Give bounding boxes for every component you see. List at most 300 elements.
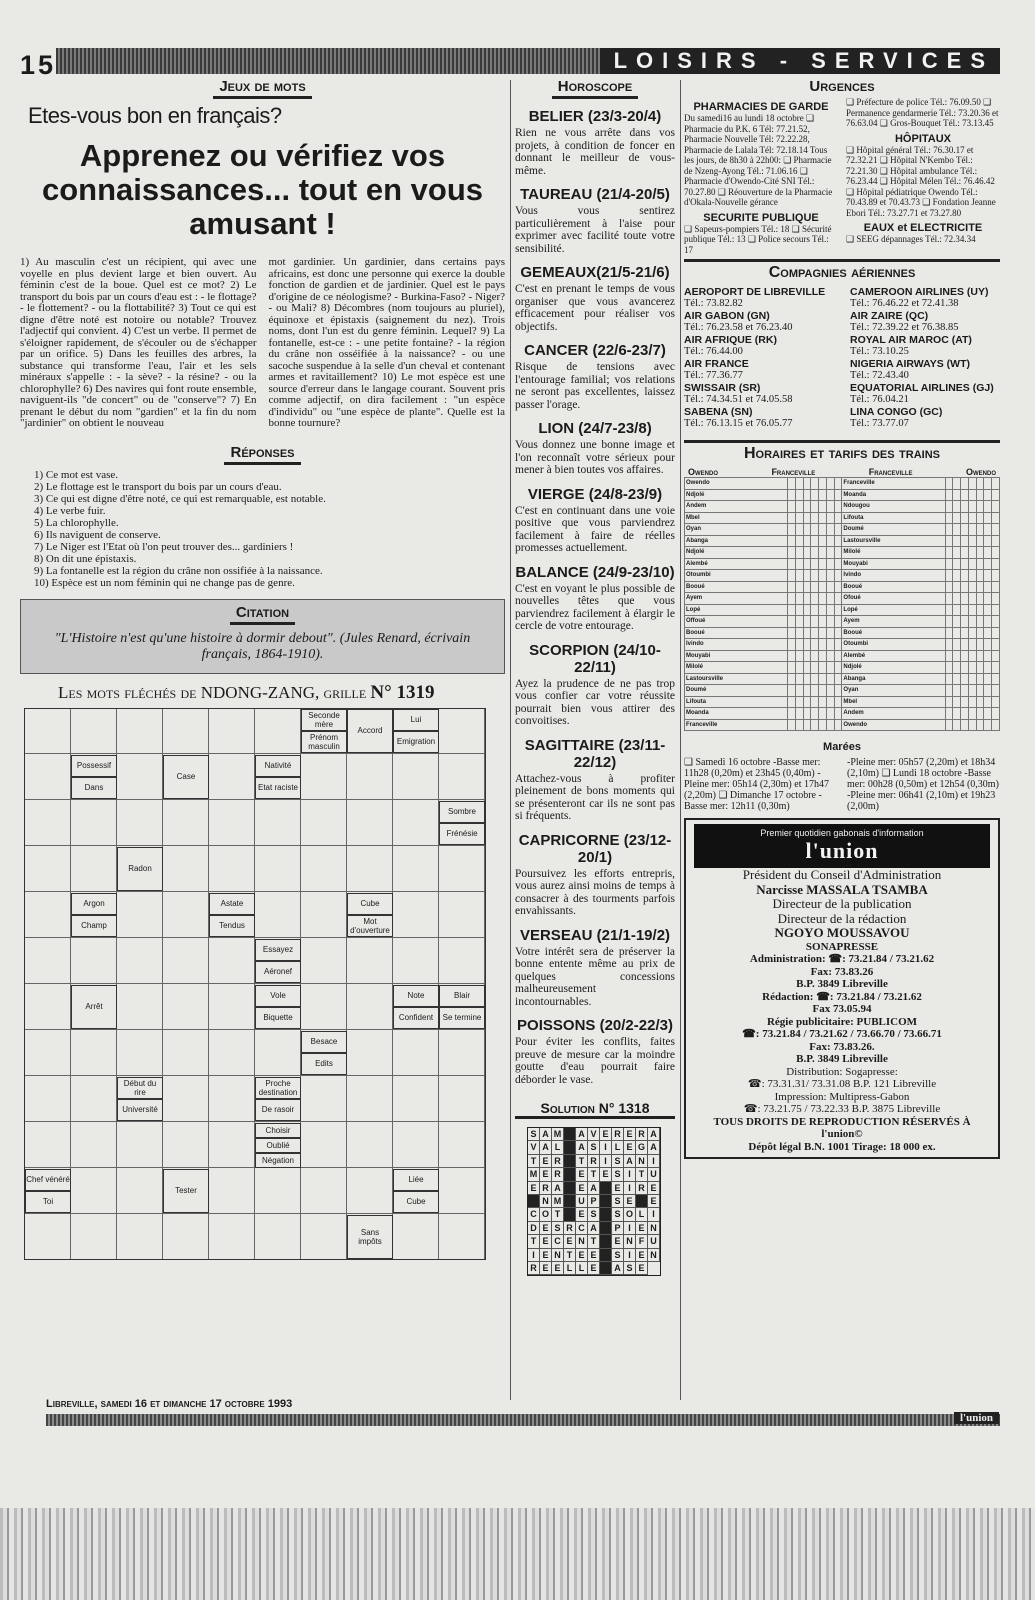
- solution-cell: T: [552, 1208, 564, 1221]
- train-cell: [976, 719, 984, 731]
- train-cell: [968, 501, 976, 513]
- train-cell: [788, 616, 796, 628]
- solution-cell: E: [576, 1182, 588, 1195]
- solution-black-cell: [564, 1182, 576, 1195]
- union-line: Narcisse MASSALA TSAMBA: [756, 881, 928, 897]
- solution-black-cell: [564, 1168, 576, 1181]
- solution-cell: E: [624, 1141, 636, 1154]
- train-cell: [984, 719, 992, 731]
- train-cell: [788, 639, 796, 651]
- train-cell: [803, 708, 811, 720]
- train-cell: [826, 581, 834, 593]
- airline-entry: ROYAL AIR MAROC (AT) Tél.: 73.10.25: [850, 334, 972, 357]
- train-cell: [945, 616, 953, 628]
- train-cell: [803, 581, 811, 593]
- train-cell: [992, 547, 1000, 559]
- reponse-item: 2) Le flottage est le transport du bois par un cours d'eau.: [34, 480, 282, 493]
- train-station: Ndjolé: [842, 662, 945, 674]
- crossword-clue: Tester: [163, 1169, 209, 1213]
- train-cell: [796, 535, 804, 547]
- train-cell: [953, 535, 961, 547]
- train-cell: [819, 662, 827, 674]
- train-cell: [826, 616, 834, 628]
- solution-cell: R: [552, 1155, 564, 1168]
- solution-black-cell: [564, 1141, 576, 1154]
- train-cell: [803, 696, 811, 708]
- train-cell: [968, 524, 976, 536]
- train-station: Franceville: [842, 478, 945, 490]
- crossword-number: N° 1319: [370, 681, 435, 703]
- train-cell: [834, 547, 842, 559]
- train-cell: [961, 616, 969, 628]
- solution-cell: N: [648, 1249, 660, 1262]
- crossword-clue: Etat raciste: [255, 777, 301, 799]
- train-station: Lifouta: [685, 696, 788, 708]
- train-cell: [992, 604, 1000, 616]
- train-cell: [984, 616, 992, 628]
- horoscope-sign: BELIER (23/3-20/4) Rien ne vous arrête dans vos projets, à condition de foncer en donnant le meilleur de vous-même.: [515, 108, 675, 177]
- train-station: Lopé: [685, 604, 788, 616]
- train-cell: [968, 708, 976, 720]
- train-cell: [826, 570, 834, 582]
- solution-cell: S: [612, 1155, 624, 1168]
- train-cell: [992, 489, 1000, 501]
- train-cell: [953, 547, 961, 559]
- train-cell: [811, 627, 819, 639]
- train-station: Owendo: [842, 719, 945, 731]
- train-station: Booué: [685, 581, 788, 593]
- train-cell: [968, 535, 976, 547]
- solution-cell: C: [576, 1222, 588, 1235]
- train-row: [685, 478, 1000, 490]
- solution-cell: I: [600, 1155, 612, 1168]
- train-cell: [826, 558, 834, 570]
- train-cell: [976, 639, 984, 651]
- footer-brand: l'union: [954, 1412, 999, 1424]
- airline-entry: AIR AFRIQUE (RK) Tél.: 76.44.00: [684, 334, 777, 357]
- train-row: [685, 581, 1000, 593]
- train-cell: [992, 639, 1000, 651]
- train-cell: [976, 581, 984, 593]
- train-cell: [976, 524, 984, 536]
- train-row: [685, 639, 1000, 651]
- train-cell: [811, 558, 819, 570]
- train-cell: [976, 535, 984, 547]
- solution-cell: E: [648, 1182, 660, 1195]
- crossword-clue: Note: [393, 985, 439, 1007]
- horoscope-sign: POISSONS (20/2-22/3) Pour éviter les conflits, faites preuve de mesure car la moindre goutte d'eau pourrait faire déborder le vase.: [515, 1017, 675, 1086]
- union-banner: [694, 824, 990, 868]
- solution-cell: F: [636, 1235, 648, 1248]
- train-cell: [953, 708, 961, 720]
- solution-black-cell: [600, 1222, 612, 1235]
- solution-cell: V: [588, 1128, 600, 1141]
- crossword-clue: Essayez: [255, 939, 301, 961]
- train-cell: [961, 524, 969, 536]
- train-cell: [961, 673, 969, 685]
- train-cell: [961, 650, 969, 662]
- solution-cell: S: [624, 1262, 636, 1275]
- train-cell: [992, 478, 1000, 490]
- train-cell: [803, 685, 811, 697]
- train-cell: [819, 685, 827, 697]
- union-tagline: Premier quotidien gabonais d'information: [760, 828, 924, 838]
- train-cell: [819, 512, 827, 524]
- train-station: Alembé: [685, 558, 788, 570]
- train-cell: [811, 524, 819, 536]
- pharmacies-text: Du samedi16 au lundi 18 octobre ❑ Pharmacie du P.K. 6 Tél: 77.21.52, Pharmacie Nouvelle Tél: 72.22.28, Pharmacie de Lalala Tél: 72.18.14 Tous les jours, de 8h30 à 22h00: ❑ Pharmacie de Nzeng-Ayong Tél.: 71.06.16 ❑ Pharmacie d'Owendo-Cité SNI Tél.: 70.27.80 ❑ Réouverture de la Pharmacie d'Okala-Nouvelle gérance: [684, 113, 833, 207]
- solution-cell: G: [636, 1141, 648, 1154]
- solution-cell: S: [588, 1208, 600, 1221]
- crossword-clue: Arrêt: [71, 985, 117, 1029]
- solution-black-cell: [600, 1195, 612, 1208]
- train-row: [685, 535, 1000, 547]
- train-cell: [811, 662, 819, 674]
- jeux-kicker: Jeux de mots: [213, 78, 311, 99]
- citation-kicker: Citation: [230, 604, 295, 625]
- train-cell: [834, 673, 842, 685]
- train-cell: [984, 662, 992, 674]
- train-cell: [945, 604, 953, 616]
- train-cell: [953, 719, 961, 731]
- jeux-column: [20, 78, 505, 1260]
- solution-cell: N: [540, 1195, 552, 1208]
- solution-cell: S: [612, 1208, 624, 1221]
- train-cell: [811, 501, 819, 513]
- footer-dateline: Libreville, samedi 16 et dimanche 17 octobre 1993: [46, 1398, 293, 1410]
- train-cell: [788, 501, 796, 513]
- solution-cell: E: [564, 1235, 576, 1248]
- sonapresse-line: Fax: 73.83.26: [810, 965, 874, 978]
- train-cell: [953, 478, 961, 490]
- jeux-subtitle: Etes-vous bon en français?: [28, 103, 282, 128]
- crossword-clue: Besace: [301, 1031, 347, 1053]
- column-rule: [680, 80, 681, 1400]
- train-cell: [953, 639, 961, 651]
- train-cell: [945, 524, 953, 536]
- train-cell: [968, 627, 976, 639]
- train-cell: [796, 627, 804, 639]
- train-cell: [968, 570, 976, 582]
- train-cell: [811, 581, 819, 593]
- train-cell: [984, 524, 992, 536]
- solution-cell: S: [612, 1249, 624, 1262]
- train-station: Mouyabi: [685, 650, 788, 662]
- train-station: Doumé: [685, 685, 788, 697]
- crossword-clue: Possessif: [71, 755, 117, 777]
- solution-cell: C: [552, 1235, 564, 1248]
- airline-entry: LINA CONGO (GC) Tél.: 73.77.07: [850, 406, 943, 429]
- train-cell: [819, 558, 827, 570]
- train-cell: [826, 547, 834, 559]
- horoscope-sign: CAPRICORNE (23/12-20/1) Poursuivez les efforts entrepris, vous aurez ainsi moins de temps à consacrer à des tourments parfois envahissants.: [515, 831, 675, 917]
- solution-cell: I: [624, 1249, 636, 1262]
- train-cell: [968, 478, 976, 490]
- crossword-clue: Argon: [71, 893, 117, 915]
- solution-cell: E: [612, 1235, 624, 1248]
- train-cell: [984, 501, 992, 513]
- solution-cell: E: [576, 1249, 588, 1262]
- train-cell: [788, 547, 796, 559]
- solution-black-cell: [564, 1128, 576, 1141]
- train-cell: [826, 639, 834, 651]
- trains-direction-labels: Owendo Franceville Franceville Owendo: [688, 467, 996, 477]
- train-cell: [968, 696, 976, 708]
- train-cell: [976, 696, 984, 708]
- sonapresse-line: Distribution: Sogapresse:: [786, 1065, 898, 1078]
- eaux-text: ❑ SEEG dépannages Tél.: 72.34.34: [846, 234, 976, 244]
- crossword-clue: Aéronef: [255, 961, 301, 983]
- sonapresse-line: B.P. 3849 Libreville: [796, 978, 888, 990]
- train-cell: [819, 501, 827, 513]
- train-cell: [803, 616, 811, 628]
- train-cell: [826, 662, 834, 674]
- reponse-item: 8) On dit une épistaxis.: [34, 552, 137, 565]
- train-cell: [992, 535, 1000, 547]
- train-cell: [945, 719, 953, 731]
- train-cell: [826, 478, 834, 490]
- train-cell: [803, 478, 811, 490]
- solution-cell: D: [528, 1222, 540, 1235]
- solution-cell: U: [648, 1235, 660, 1248]
- train-cell: [834, 627, 842, 639]
- crossword-clue: Frénésie: [439, 823, 485, 845]
- section-bar: [56, 48, 1000, 74]
- train-row: [685, 719, 1000, 731]
- train-cell: [788, 719, 796, 731]
- solution-cell: O: [540, 1208, 552, 1221]
- train-cell: [819, 535, 827, 547]
- union-line: Directeur de la publication: [772, 896, 912, 911]
- train-cell: [834, 662, 842, 674]
- train-cell: [819, 639, 827, 651]
- train-cell: [992, 627, 1000, 639]
- train-station: Ivindo: [685, 639, 788, 651]
- train-cell: [961, 604, 969, 616]
- train-cell: [992, 696, 1000, 708]
- train-row: [685, 627, 1000, 639]
- solution-black-cell: [636, 1195, 648, 1208]
- train-cell: [945, 593, 953, 605]
- airline-entry: AIR GABON (GN) Tél.: 76.23.58 et 76.23.40: [684, 310, 793, 333]
- train-cell: [819, 581, 827, 593]
- solution-black-cell: [564, 1195, 576, 1208]
- train-cell: [803, 489, 811, 501]
- train-cell: [834, 696, 842, 708]
- train-cell: [976, 627, 984, 639]
- crossword-clue: Radon: [117, 847, 163, 891]
- solution-cell: T: [528, 1235, 540, 1248]
- crossword-clue: Mot d'ouverture: [347, 915, 393, 937]
- crossword-clue: Cube: [347, 893, 393, 915]
- jeux-body: [20, 257, 505, 430]
- solution-cell: A: [552, 1182, 564, 1195]
- train-cell: [826, 593, 834, 605]
- train-station: Ivindo: [842, 570, 945, 582]
- solution-cell: N: [636, 1155, 648, 1168]
- solution-cell: O: [624, 1208, 636, 1221]
- train-cell: [961, 708, 969, 720]
- crossword-clue: Liée: [393, 1169, 439, 1191]
- train-cell: [803, 512, 811, 524]
- solution-cell: N: [648, 1222, 660, 1235]
- solution-cell: E: [624, 1128, 636, 1141]
- solution-black-cell: [600, 1208, 612, 1221]
- train-cell: [834, 685, 842, 697]
- train-row: [685, 685, 1000, 697]
- train-cell: [976, 604, 984, 616]
- crossword-clue: Proche destination: [255, 1077, 301, 1099]
- train-cell: [834, 581, 842, 593]
- solution-cell: L: [636, 1208, 648, 1221]
- train-cell: [788, 673, 796, 685]
- horoscope-column: [515, 78, 675, 1276]
- train-station: Booué: [842, 627, 945, 639]
- train-cell: [945, 708, 953, 720]
- solution-cell: A: [576, 1128, 588, 1141]
- horoscope-sign: VIERGE (24/8-23/9) C'est en continuant dans une voie positive que vous parviendrez facilement à faire de réelles promesses actuellement.: [515, 485, 675, 554]
- train-cell: [961, 535, 969, 547]
- train-cell: [796, 558, 804, 570]
- solution-title: Solution N° 1318: [515, 1100, 675, 1119]
- train-row: [685, 708, 1000, 720]
- crossword-clue: Biquette: [255, 1007, 301, 1029]
- train-station: Oyan: [842, 685, 945, 697]
- jeux-body-col2: mot gardinier. Un gardinier, dans certains pays africains, est donc une personne qui exerce la double fonction de gardien et de jardinier. Quel est le pays d'origine de ce néologisme? - Burkina-Faso? - Niger? - ou Mali? 8) Décombres (nom toujours au pluriel), équinoxe et épistaxis (saignement du nez). Trois noms, dont l'un est du genre féminin. Lequel? 9) La fontanelle, est-ce : - une petite fontaine? - la région du crâne non osséifiée à la naissance? - ou une sacoche suspendue à la selle d'un cheval et contenant armes et ravitaillement? 10) Le mot espèce est une source d'erreur dans le langage courant. Souvent pris comme adjectif, on dira facilement : "un espèce d'individu" ou "une espèce de plante". Quelle est la bonne tournure?: [268, 256, 505, 429]
- horoscope-sign: BALANCE (24/9-23/10) C'est en voyant le plus possible de nouvelles têtes que vous parviendrez facilement à élargir le cercle de votre entourage.: [515, 563, 675, 632]
- crossword-clue: Blair: [439, 985, 485, 1007]
- train-cell: [826, 512, 834, 524]
- train-row: [685, 673, 1000, 685]
- train-cell: [819, 593, 827, 605]
- crossword-clue: Case: [163, 755, 209, 799]
- train-cell: [945, 547, 953, 559]
- solution-cell: I: [624, 1182, 636, 1195]
- train-station: Booué: [685, 627, 788, 639]
- solution-cell: I: [648, 1155, 660, 1168]
- solution-cell: R: [552, 1168, 564, 1181]
- train-cell: [788, 708, 796, 720]
- solution-cell: I: [624, 1222, 636, 1235]
- train-station: Lifouta: [842, 512, 945, 524]
- reponses-kicker: Réponses: [224, 444, 300, 465]
- reponse-item: 6) Ils naviguent de conserve.: [34, 528, 161, 541]
- train-station: Ndjolé: [685, 489, 788, 501]
- train-cell: [992, 570, 1000, 582]
- crossword-clue: Tendus: [209, 915, 255, 937]
- solution-cell: L: [564, 1262, 576, 1275]
- train-cell: [834, 616, 842, 628]
- crossword-clue: Accord: [347, 709, 393, 753]
- solution-cell: E: [600, 1168, 612, 1181]
- solution-cell: S: [612, 1195, 624, 1208]
- train-cell: [961, 639, 969, 651]
- reponse-item: 1) Ce mot est vase.: [34, 468, 119, 481]
- crossword-clue: Seconde mère: [301, 709, 347, 731]
- train-cell: [826, 489, 834, 501]
- reponses-list: [20, 469, 505, 589]
- train-cell: [819, 547, 827, 559]
- solution-cell: I: [528, 1249, 540, 1262]
- train-row: [685, 558, 1000, 570]
- train-cell: [834, 719, 842, 731]
- solution-cell: E: [636, 1249, 648, 1262]
- marees-left: ❑ Samedi 16 octobre -Basse mer: 11h28 (0,20m) et 23h45 (0,40m) -Pleine mer: 05h14 (2,30m) et 17h47 (2,20m) ❑ Dimanche 17 octobre -Basse mer: 12h11 (0,30m): [684, 757, 829, 812]
- train-cell: [788, 650, 796, 662]
- train-station: Lastoursville: [842, 535, 945, 547]
- train-cell: [984, 604, 992, 616]
- train-cell: [834, 501, 842, 513]
- train-row: [685, 696, 1000, 708]
- solution-grid: [527, 1127, 661, 1276]
- reponse-item: 4) Le verbe fuir.: [34, 504, 106, 517]
- train-cell: [968, 616, 976, 628]
- train-cell: [961, 501, 969, 513]
- train-row: [685, 616, 1000, 628]
- train-cell: [811, 604, 819, 616]
- urgences-kicker: Urgences: [809, 78, 875, 95]
- crossword-clue: Astate: [209, 893, 255, 915]
- train-row: [685, 650, 1000, 662]
- solution-cell: S: [552, 1222, 564, 1235]
- horoscope-sign: TAUREAU (21/4-20/5) Vous vous sentirez particulièrement à l'aise pour exprimer avec facilité toute votre sensibilité.: [515, 186, 675, 255]
- solution-cell: R: [612, 1128, 624, 1141]
- train-station: Doumé: [842, 524, 945, 536]
- train-cell: [826, 696, 834, 708]
- train-row: [685, 662, 1000, 674]
- train-cell: [945, 512, 953, 524]
- sonapresse-line: Impression: Multipress-Gabon: [774, 1090, 910, 1103]
- crossword-grid: [24, 708, 486, 1260]
- train-cell: [819, 719, 827, 731]
- train-cell: [968, 512, 976, 524]
- train-cell: [834, 604, 842, 616]
- eaux-title: EAUX et ELECTRICITE: [863, 222, 983, 234]
- crossword-clue: Prénom masculin: [301, 731, 347, 753]
- train-cell: [788, 489, 796, 501]
- crossword-clue: Négation: [255, 1153, 301, 1168]
- train-cell: [945, 581, 953, 593]
- train-cell: [796, 478, 804, 490]
- train-cell: [945, 639, 953, 651]
- union-logo: l'union: [805, 838, 879, 863]
- train-cell: [796, 685, 804, 697]
- train-cell: [811, 593, 819, 605]
- train-cell: [984, 489, 992, 501]
- solution-cell: N: [576, 1235, 588, 1248]
- train-cell: [968, 547, 976, 559]
- train-cell: [992, 685, 1000, 697]
- train-cell: [976, 570, 984, 582]
- train-station: Alembé: [842, 650, 945, 662]
- train-cell: [953, 581, 961, 593]
- page-number: 15: [20, 50, 57, 80]
- crossword-clue: Vole: [255, 985, 301, 1007]
- train-row: [685, 593, 1000, 605]
- train-cell: [811, 512, 819, 524]
- reponse-item: 7) Le Niger est l'Etat où l'on peut trouver des... gardiniers !: [34, 540, 294, 553]
- solution-cell: A: [540, 1141, 552, 1154]
- train-cell: [796, 673, 804, 685]
- reponse-item: 5) La chlorophylle.: [34, 516, 119, 529]
- train-station: Abanga: [842, 673, 945, 685]
- train-cell: [811, 639, 819, 651]
- solution-cell: A: [624, 1155, 636, 1168]
- train-station: Andem: [842, 708, 945, 720]
- train-cell: [796, 547, 804, 559]
- train-station: Booué: [842, 581, 945, 593]
- train-cell: [968, 685, 976, 697]
